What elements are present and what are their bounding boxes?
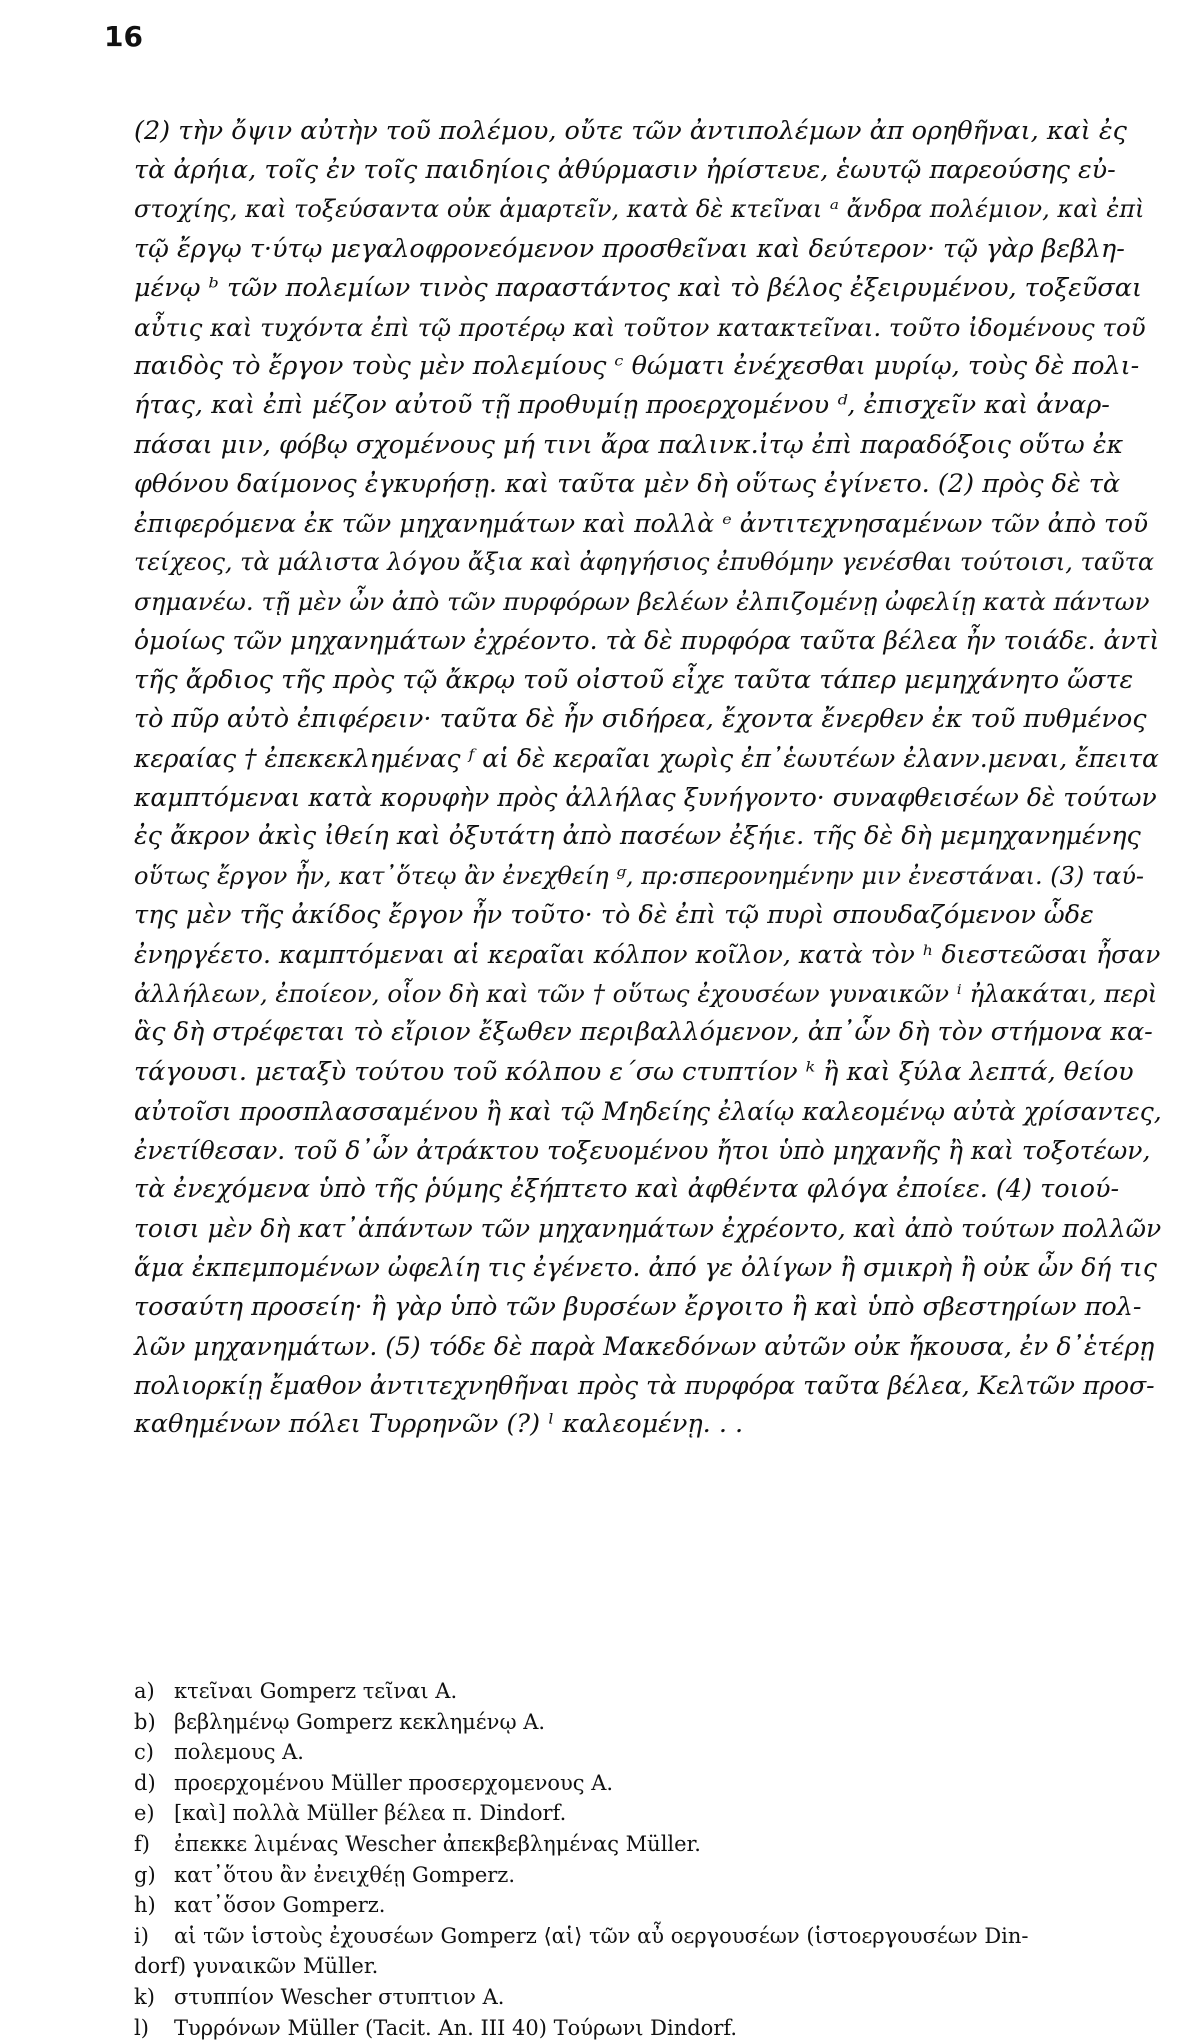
footnote bbox=[134, 1982, 1164, 2013]
footnote-marker: a) bbox=[134, 1679, 155, 1703]
footnote-text: προερχομένου Müller προσερχομενους A. bbox=[174, 1770, 614, 1795]
text-line: πάσαι μιν, φόβῳ σχομένους μή τινι ἄρα παλινκ.ἰτῳ ἐπὶ παραδόξοις οὕτω ἐκ bbox=[134, 429, 1124, 460]
text-line: καμπτόμεναι κατὰ κορυφὴν πρὸς ἀλλήλας ξυνήγοντο· συναφθεισέων δὲ τούτων bbox=[134, 783, 1157, 813]
footnote bbox=[134, 1921, 1164, 1952]
footnote bbox=[134, 1951, 1164, 1982]
footnote-marker: c) bbox=[134, 1740, 154, 1765]
footnote-marker: h) bbox=[134, 1893, 156, 1918]
footnote-marker: k) bbox=[134, 1984, 155, 2009]
text-line: ἅμα ἐκπεμπομένων ὠφελίη τις ἐγένετο. ἀπό γε ὀλίγων ἢ σμικρὴ ἢ οὐκ ὦν δή τις bbox=[134, 1253, 1157, 1283]
main-text-block bbox=[134, 112, 1164, 1444]
footnote bbox=[134, 1707, 1164, 1738]
text-line: μένῳ ᵇ τῶν πολεμίων τινὸς παραστάντος καὶ τὸ βέλος ἐξειρυμένου, τοξεῦσαι bbox=[134, 272, 1142, 303]
text-line: τὰ ἐνεχόμενα ὑπὸ τῆς ῥύμης ἐξήπτετο καὶ ἀφθέντα φλόγα ἐποίεε. (4) τοιού- bbox=[134, 1174, 1120, 1205]
text-line: της μὲν τῆς ἀκίδος ἔργον ἦν τοῦτο· τὸ δὲ ἐπὶ τῷ πυρὶ σπουδαζόμενον ὧδε bbox=[134, 899, 1094, 930]
footnote-text: βεβλημένῳ Gomperz κεκλημένῳ A. bbox=[174, 1709, 546, 1734]
footnote-text: κατ᾽ὅτου ἂν ἐνειχθέῃ Gomperz. bbox=[174, 1862, 516, 1887]
footnote-marker: d) bbox=[134, 1770, 156, 1795]
footnote-text: dorf) γυναικῶν Müller. bbox=[134, 1954, 379, 1979]
text-line: ἐπιφερόμενα ἐκ τῶν μηχανημάτων καὶ πολλὰ ᵉ ἀντιτεχνησαμένων τῶν ἀπὸ τοῦ bbox=[134, 508, 1149, 538]
text-line: (2) τὴν ὄψιν αὐτὴν τοῦ πολέμου, οὔτε τῶν ἀντιπολέμων ἀπ ορηθῆναι, καὶ ἐς bbox=[134, 116, 1127, 146]
text-line: στοχίης, καὶ τοξεύσαντα οὐκ ἁμαρτεῖν, κατὰ δὲ κτεῖναι ᵃ ἄνδρα πολέμιον, καὶ ἐπὶ bbox=[134, 195, 1145, 224]
text-line: ἐνετίθεσαν. τοῦ δ᾽ὦν ἀτράκτου τοξευομένου ἤτοι ὑπὸ μηχανῆς ἢ καὶ τοξοτέων, bbox=[134, 1135, 1151, 1165]
text-line: τῆς ἄρδιος τῆς πρὸς τῷ ἄκρῳ τοῦ οἰστοῦ εἶχε ταῦτα τάπερ μεμηχάνητο ὥστε bbox=[134, 664, 1134, 695]
footnote-marker: i) bbox=[134, 1923, 149, 1948]
text-line: σημανέω. τῇ μὲν ὦν ἀπὸ τῶν πυρφόρων βελέων ἐλπιζομένῃ ὠφελίῃ κατὰ πάντων bbox=[134, 587, 1150, 617]
footnote bbox=[134, 1676, 1164, 1707]
text-line: ἀλλήλεων, ἐποίεον, οἷον δὴ καὶ τῶν † οὕτως ἐχουσέων γυναικῶν ⁱ ἠλακάται, περὶ bbox=[134, 979, 1158, 1009]
text-line: ἐς ἄκρον ἀκὶς ἰθείη καὶ ὀξυτάτη ἀπὸ πασέων ἐξήιε. τῆς δὲ δὴ μεμηχανημένης bbox=[134, 821, 1141, 852]
text-line: ήτας, καὶ ἐπὶ μέζον αὐτοῦ τῇ προθυμίῃ προερχομένου ᵈ, ἐπισχεῖν καὶ ἀναρ- bbox=[134, 390, 1110, 421]
text-line: κεραίας † ἐπεκεκλημένας ᶠ αἱ δὲ κεραῖαι χωρὶς ἐπ᾽ἑωυτέων ἐλανν.μεναι, ἔπειτα bbox=[134, 744, 1159, 773]
text-line: αὖτις καὶ τυχόντα ἐπὶ τῷ προτέρῳ καὶ τοῦτον κατακτεῖναι. τοῦτο ἰδομένους τοῦ bbox=[134, 312, 1146, 342]
text-line: τὰ ἀρήια, τοῖς ἐν τοῖς παιδηίοις ἀθύρμασιν ἠρίστευε, ἑωυτῷ παρεούσης εὐ- bbox=[134, 155, 1116, 186]
footnote-text: στυππίον Wescher στυπτιον A. bbox=[174, 1984, 505, 2009]
footnote-marker: e) bbox=[134, 1801, 155, 1826]
footnote bbox=[134, 1890, 1164, 1921]
footnote bbox=[134, 1798, 1164, 1829]
footnote-marker: g) bbox=[134, 1862, 156, 1887]
footnote bbox=[134, 1737, 1164, 1768]
footnote bbox=[134, 2013, 1164, 2043]
footnote-text: πολεμους A. bbox=[174, 1740, 304, 1765]
text-line: καθημένων πόλει Τυρρηνῶν (?) ˡ καλεομένῃ. . . bbox=[134, 1409, 744, 1440]
text-line: τὸ πῦρ αὐτὸ ἐπιφέρειν· ταῦτα δὲ ἦν σιδήρεα, ἔχοντα ἔνερθεν ἐκ τοῦ πυθμένος bbox=[134, 703, 1147, 734]
footnotes-block bbox=[134, 1676, 1164, 2043]
footnote-marker: f) bbox=[134, 1831, 150, 1856]
text-line: ἐνηργέετο. καμπτόμεναι αἱ κεραῖαι κόλπον κοῖλον, κατὰ τὸν ʰ διεστεῶσαι ἦσαν bbox=[134, 939, 1161, 969]
text-line: τοισι μὲν δὴ κατ᾽ἁπάντων τῶν μηχανημάτων ἐχρέοντο, καὶ ἀπὸ τούτων πολλῶν bbox=[134, 1214, 1162, 1244]
text-line: λῶν μηχανημάτων. (5) τόδε δὲ παρὰ Μακεδόνων αὐτῶν οὐκ ἤκουσα, ἐν δ᾽ἑτέρῃ bbox=[134, 1331, 1155, 1361]
footnote bbox=[134, 1768, 1164, 1799]
text-line: τάγουσι. μεταξὺ τούτου τοῦ κόλπου ε΄σω ϲτυπτίον ᵏ ἢ καὶ ξύλα λεπτά, θείου bbox=[134, 1056, 1134, 1087]
footnote-marker: l) bbox=[134, 2015, 149, 2040]
text-line: τοσαύτη προσείη· ἢ γὰρ ὑπὸ τῶν βυρσέων ἔργοιτο ἢ καὶ ὑπὸ σβεστηρίων πολ- bbox=[134, 1291, 1142, 1322]
footnote bbox=[134, 1860, 1164, 1891]
footnote-text: [καὶ] πολλὰ Müller βέλεα π. Dindorf. bbox=[174, 1801, 567, 1826]
text-line: παιδὸς τὸ ἔργον τοὺς μὲν πολεμίους ᶜ θώματι ἐνέχεσθαι μυρίῳ, τοὺς δὲ πολι- bbox=[134, 351, 1140, 382]
footnote-text: αἱ τῶν ἱστοὺς ἐχουσέων Gomperz ⟨αἱ⟩ τῶν αὖ οεργουσέων (ἱστοεργουσέων Din- bbox=[174, 1923, 1029, 1948]
text-line: τείχεος, τὰ μάλιστα λόγου ἄξια καὶ ἀφηγήσιος ἐπυθόμην γενέσθαι τούτοισι, ταῦτα bbox=[134, 548, 1155, 577]
text-line: οὕτως ἔργον ἦν, κατ᾽ὅτεῳ ἂν ἐνεχθείη ᵍ, πρ:σπερονημένην μιν ἐνεστάναι. (3) ταύ- bbox=[134, 861, 1145, 890]
footnote-text: κατ᾽ὅσον Gomperz. bbox=[174, 1893, 386, 1918]
text-line: πολιορκίῃ ἔμαθον ἀντιτεχνηθῆναι πρὸς τὰ πυρφόρα ταῦτα βέλεα, Κελτῶν προσ- bbox=[134, 1371, 1155, 1400]
footnote-text: Τυρρόνων Müller (Tacit. An. III 40) Τούρωνι Dindorf. bbox=[174, 2015, 738, 2040]
footnote-text: κτεῖναι Gomperz τεῖναι A. bbox=[174, 1679, 458, 1703]
footnote bbox=[134, 1829, 1164, 1860]
footnote-text: ἐπεκκε λιμένας Wescher ἀπεκβεβλημένας Müller. bbox=[174, 1831, 701, 1856]
footnote-marker: b) bbox=[134, 1709, 156, 1734]
text-line: ὁμοίως τῶν μηχανημάτων ἐχρέοντο. τὰ δὲ πυρφόρα ταῦτα βέλεα ἦν τοιάδε. ἀντὶ bbox=[134, 626, 1160, 656]
text-line: φθόνου δαίμονος ἐγκυρήσῃ. καὶ ταῦτα μὲν δὴ οὕτως ἐγίνετο. (2) πρὸς δὲ τὰ bbox=[134, 468, 1121, 499]
text-line: ἃς δὴ στρέφεται τὸ εἴριον ἔξωθεν περιβαλλόμενον, ἀπ᾽ὧν δὴ τὸν στήμονα κα- bbox=[134, 1017, 1153, 1048]
text-line: τῷ ἔργῳ τ·ύτῳ μεγαλοφρονεόμενον προσθεῖναι καὶ δεύτερον· τῷ γὰρ βεβλη- bbox=[134, 233, 1125, 264]
page-number: 16 bbox=[104, 20, 143, 53]
text-line: αὐτοῖσι προσπλασσαμένου ἢ καὶ τῷ Μηδείης ἐλαίῳ καλεομένῳ αὐτὰ χρίσαντες, bbox=[134, 1096, 1162, 1126]
